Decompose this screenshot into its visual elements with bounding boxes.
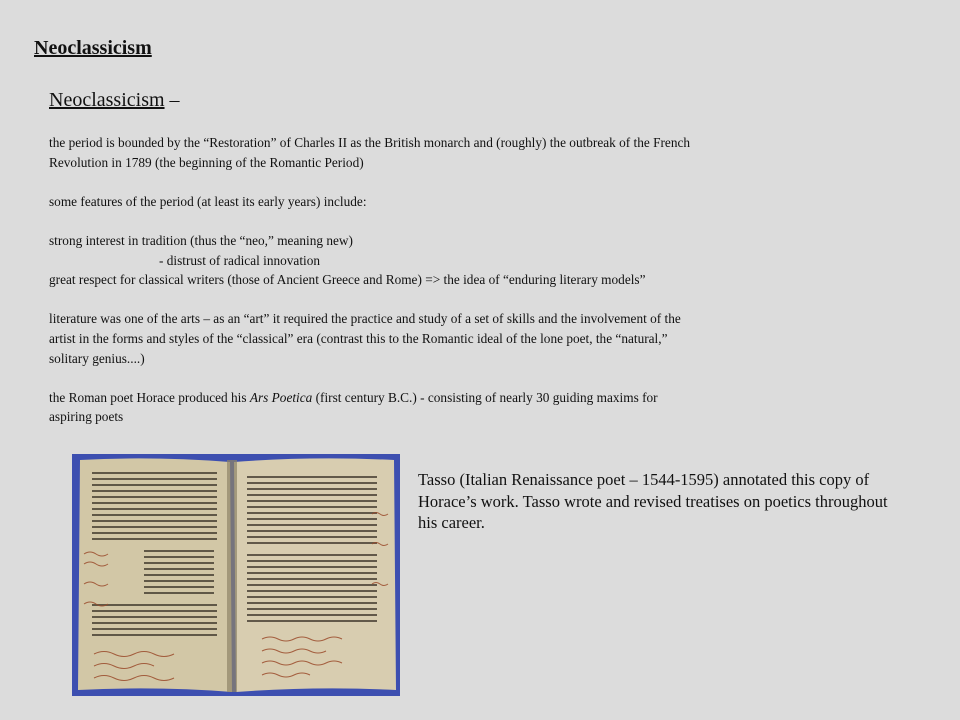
paragraph-arts: literature was one of the arts – as an “art” it required the practice and study of a set of skills and the involvement of the artist in the forms and styles of the “classical” era (contrast this to the Romantic ideal of the lone poet, the “natural,” solitary genius....) (49, 311, 681, 366)
paragraph-innovation: - distrust of radical innovation (159, 252, 321, 268)
slide-title: Neoclassicism (34, 37, 152, 59)
heading-term: Neoclassicism (49, 89, 165, 111)
annotated-book-image (72, 454, 400, 696)
paragraph-features-intro: some features of the period (at least its early years) include: (49, 193, 367, 209)
ars-poetica-title: Ars Poetica (249, 389, 313, 405)
paragraph-horace (49, 388, 699, 427)
paragraph-classical-writers: great respect for classical writers (those of Ancient Greece and Rome) => the idea of “enduring literary models” (49, 272, 646, 288)
paragraph-period: the period is bounded by the “Restoration” of Charles II as the British monarch and (roughly) the outbreak of the French Revolution in 1789 (the beginning of the Romantic Period) (49, 135, 691, 170)
section-heading (49, 89, 180, 112)
horace-text-end: (first century B.C.) - consisting of nearly 30 guiding maxims for aspiring poets (49, 389, 658, 425)
heading-dash: – (164, 89, 180, 111)
paragraph-tradition: strong interest in tradition (thus the “neo,” meaning new) (49, 232, 353, 248)
body-text (49, 133, 699, 427)
horace-text-start: the Roman poet Horace produced his (49, 389, 250, 405)
image-caption: Tasso (Italian Renaissance poet – 1544-1595) annotated this copy of Horace’s work. Tasso wrote and revised treatises on poetics throughout his career. (418, 470, 888, 532)
